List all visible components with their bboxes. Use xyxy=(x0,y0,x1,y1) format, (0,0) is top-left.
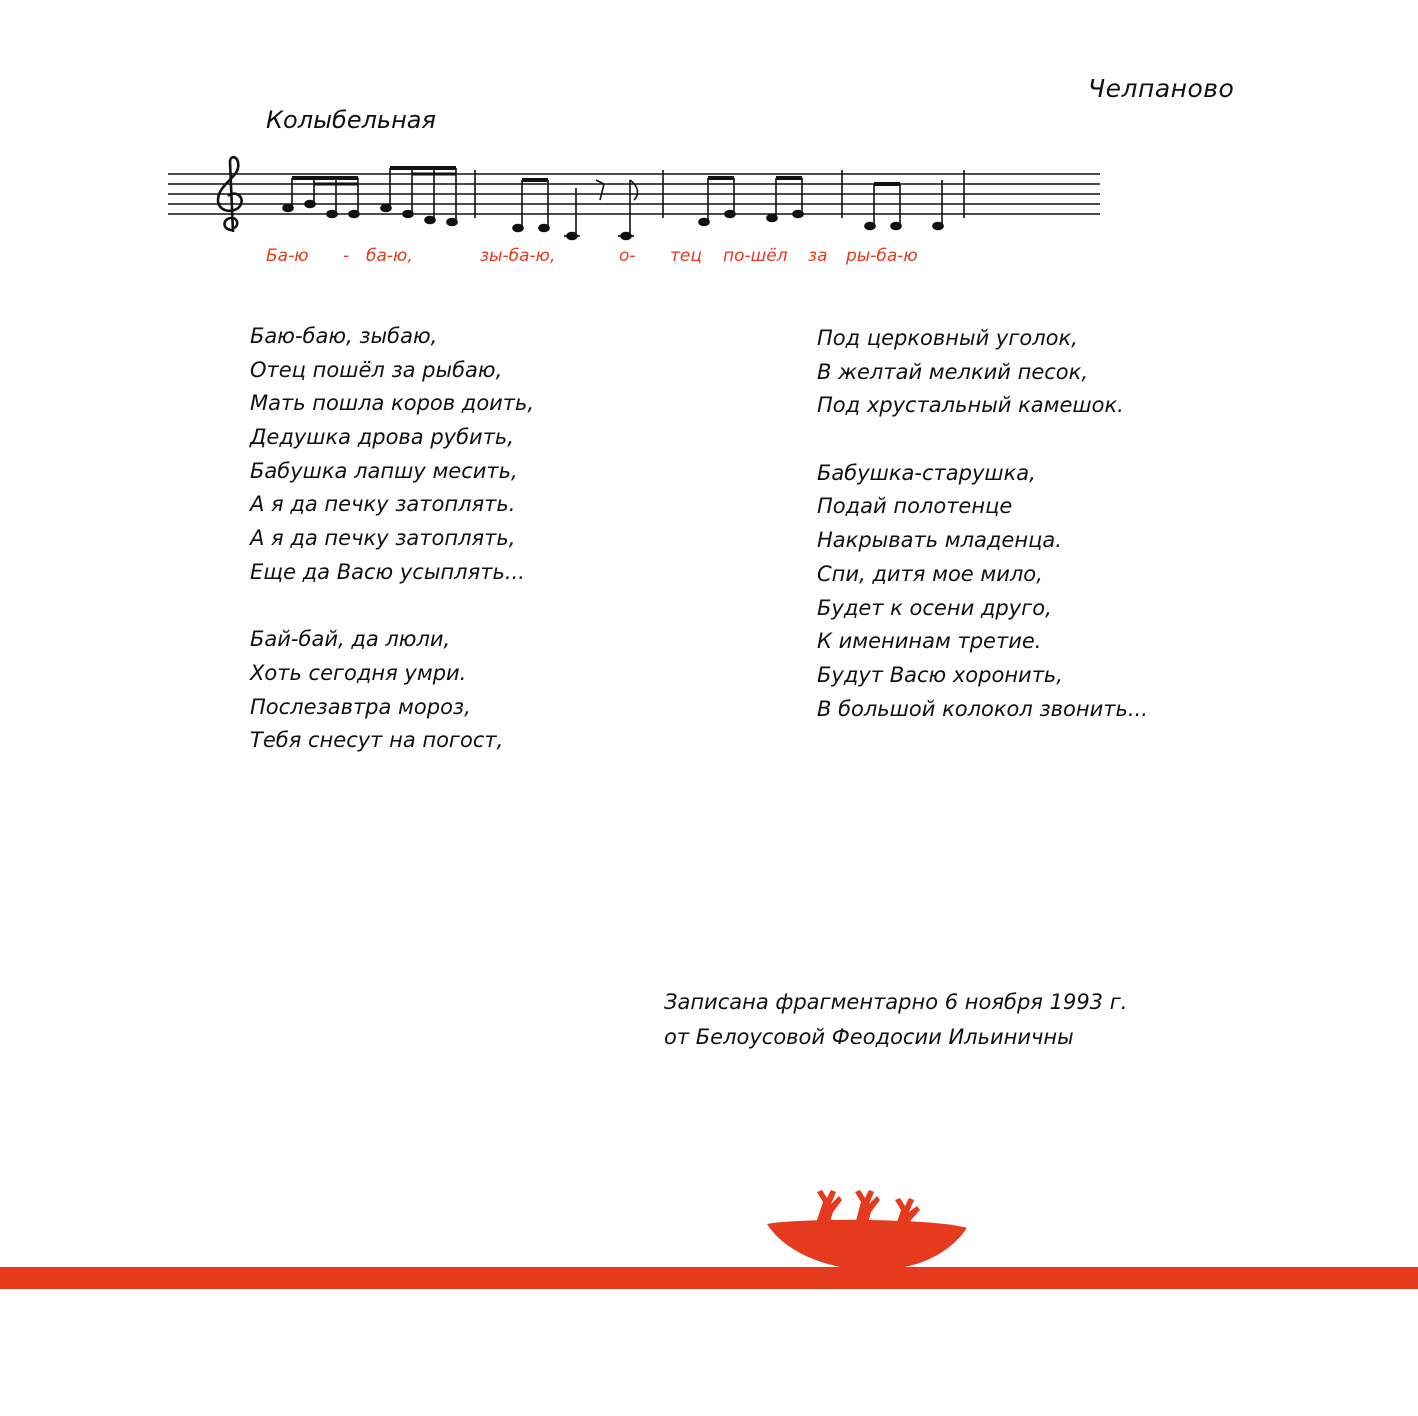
verse-line: Будут Васю хоронить, xyxy=(817,662,1063,687)
stanza-gap xyxy=(250,590,534,624)
verse-line: Хоть сегодня умри. xyxy=(250,660,467,685)
verse-line: Бабушка-старушка, xyxy=(817,460,1036,485)
verse-line: Бабушка лапшу месить, xyxy=(250,458,518,483)
verse-line: Отец пошёл за рыбаю, xyxy=(250,357,503,382)
verse-line: Дедушка дрова рубить, xyxy=(250,425,514,450)
verse-line: В большой колокол звонить... xyxy=(817,696,1148,721)
verse-column-left xyxy=(250,320,534,758)
lyric-syllable: по-шёл xyxy=(723,246,788,266)
verse-line: Тебя снесут на погост, xyxy=(250,728,504,753)
music-staff xyxy=(160,150,1105,242)
lyric-syllable: Ба-ю xyxy=(266,246,309,266)
verse-line: А я да печку затоплять, xyxy=(250,526,516,551)
score-lyrics xyxy=(266,246,986,276)
verse-line: Под хрустальный камешок. xyxy=(817,393,1124,418)
verse-line: Бай-бай, да люли, xyxy=(250,627,451,652)
verse-line: В желтай мелкий песок, xyxy=(817,359,1089,384)
lyric-syllable: за xyxy=(808,246,828,266)
verse-line: Баю-баю, зыбаю, xyxy=(250,324,438,348)
recording-informant: от Белоусовой Феодосии Ильиничны xyxy=(664,1025,1074,1049)
song-title: Колыбельная xyxy=(266,106,436,134)
red-divider-band xyxy=(0,1267,1418,1289)
lyric-syllable: - xyxy=(343,246,350,266)
verse-line: Еще да Васю усыплять... xyxy=(250,559,525,584)
lyric-syllable: о- xyxy=(619,246,636,266)
verse-line: Подай полотенце xyxy=(817,494,1013,519)
lyric-syllable: зы-ба-ю, xyxy=(480,246,556,266)
verse-line: Накрывать младенца. xyxy=(817,528,1062,553)
verse-line: Послезавтра мороз, xyxy=(250,694,471,719)
lyric-syllable: ба-ю, xyxy=(366,246,413,266)
verse-line: Под церковный уголок, xyxy=(817,326,1078,350)
verse-line: Мать пошла коров доить, xyxy=(250,391,535,416)
lyric-syllable: ры-ба-ю xyxy=(846,246,918,266)
verse-line: К именинам третие. xyxy=(817,629,1042,654)
verse-line: Будет к осени друго, xyxy=(817,595,1052,620)
recording-note xyxy=(664,985,1127,1055)
verse-column-right xyxy=(817,322,1148,726)
verse-line: А я да печку затоплять. xyxy=(250,492,516,517)
village-name: Челпаново xyxy=(1088,74,1235,103)
verse-line: Спи, дитя мое мило, xyxy=(817,561,1043,586)
stanza-gap xyxy=(817,423,1148,457)
boat-with-figures-icon xyxy=(765,1188,970,1278)
recording-date: Записана фрагментарно 6 ноября 1993 г. xyxy=(664,990,1128,1014)
lyric-syllable: тец xyxy=(670,246,702,266)
